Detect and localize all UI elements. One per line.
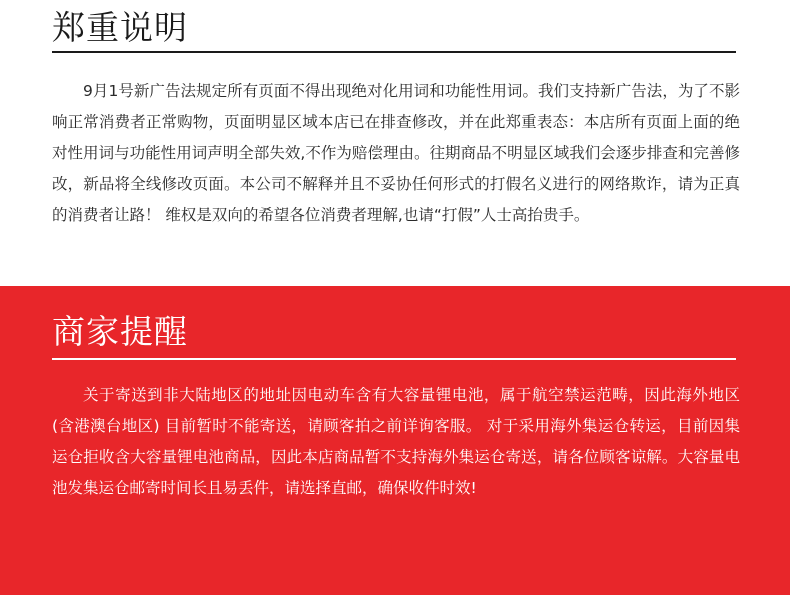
statement-divider (52, 51, 736, 53)
statement-title: 郑重说明 (52, 8, 188, 47)
notice-divider (52, 358, 736, 360)
notice-title: 商家提醒 (52, 312, 188, 351)
notice-body: 关于寄送到非大陆地区的地址因电动车含有大容量锂电池，属于航空禁运范畴，因此海外地区(含港澳台地区) 目前暂时不能寄送，请顾客拍之前详询客服。 对于采用海外集运仓转运，目前因集运仓拒收含大容量锂电池商品，因此本店商品暂不支持海外集运仓寄送，请各位顾客谅解。大容量电池发集运仓邮寄时间长且易丢件，请选择直邮，确保收件时效! (52, 386, 740, 497)
statement-body: 9月1号新广告法规定所有页面不得出现绝对化用词和功能性用词。我们支持新广告法，为了不影响正常消费者正常购物，页面明显区域本店已在排查修改，并在此郑重表态：本店所有页面上面的绝对性用词与功能性用词声明全部失效,不作为赔偿理由。往期商品不明显区域我们会逐步排查和完善修改，新品将全线修改页面。本公司不解释并且不妥协任何形式的打假名义进行的网络欺诈，请为正真的消费者让路！ 维权是双向的希望各位消费者理解,也请“打假”人士高抬贵手。 (52, 82, 740, 224)
